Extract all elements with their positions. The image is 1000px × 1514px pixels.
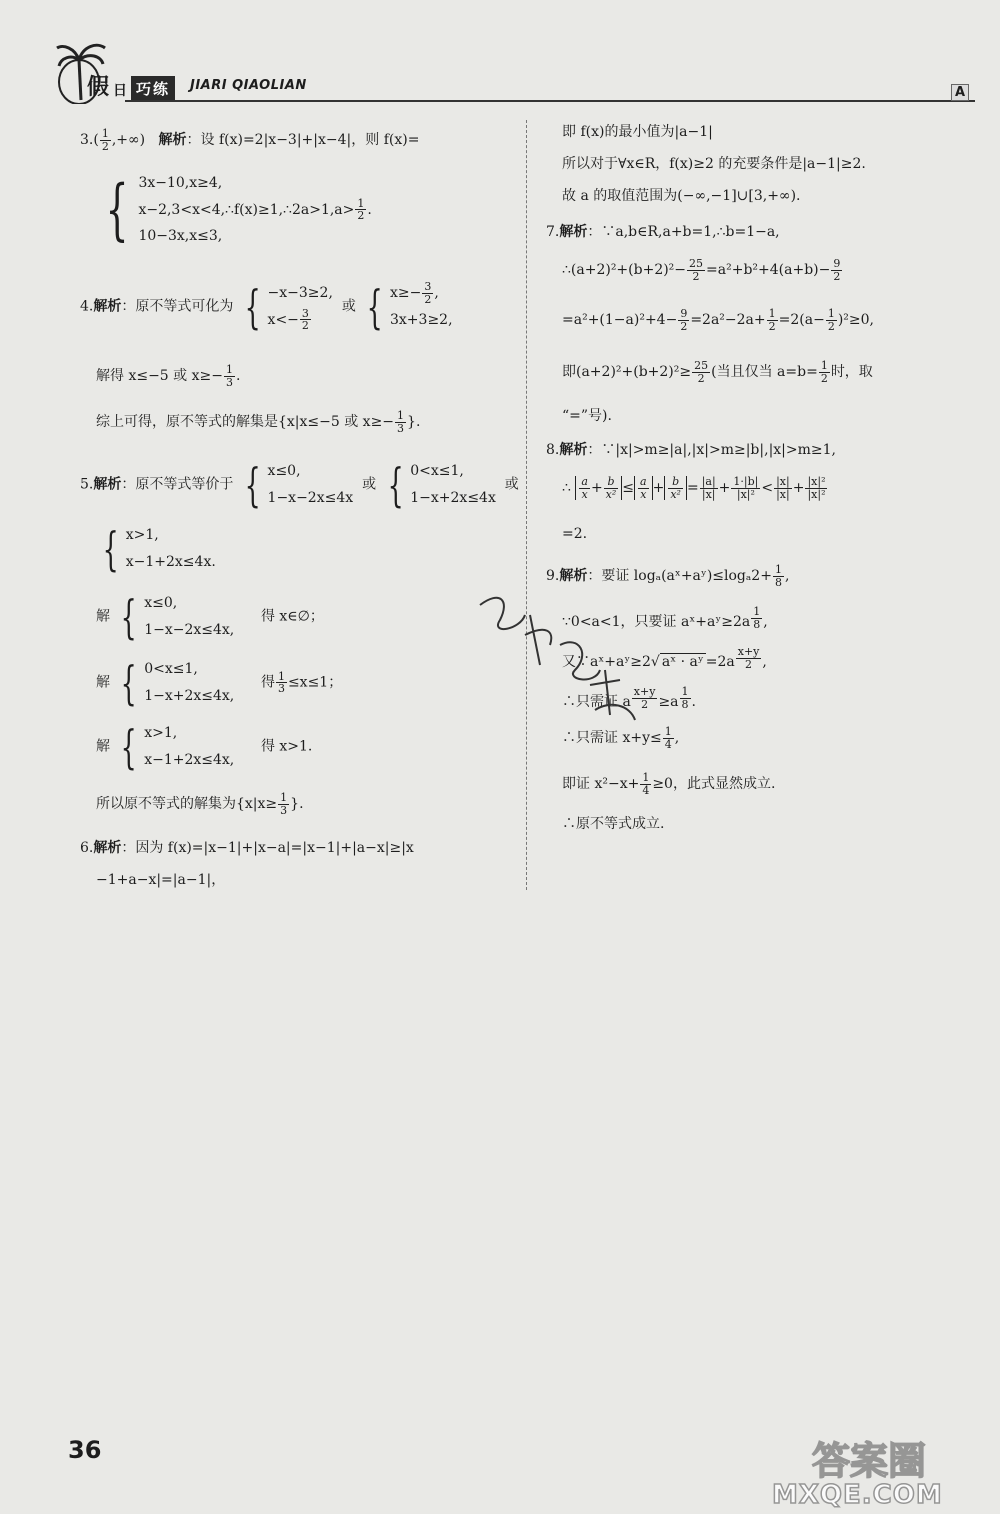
q5-line1: 5.解析：原不等式等价于 { x≤0, 1−x−2x≤4x 或 { 0<x≤1, 1−x+2x≤4x 或 (80, 457, 519, 512)
page-header (55, 28, 975, 108)
q9-line4: ∴只需证 a $^{\frac{x+y}{2}}$ ≥a $^{\frac{1}{8}}$ . (562, 685, 696, 711)
q9-line7: ∴原不等式成立. (562, 816, 665, 832)
q7-line3: =a²+(1−a)²+4− $\frac{9}{2}$ =2a²−2a+ $\frac{1}{2}$ =2(a− $\frac{1}{2}$ )²≥0, (562, 307, 874, 333)
q7-line5: “=”号). (562, 408, 612, 424)
q9-line5: ∴只需证 x+y≤ $\frac{1}{4}$ , (562, 725, 680, 751)
q8-line3: =2. (562, 526, 588, 542)
column-divider (526, 120, 527, 890)
q6-cont-1: 即 f(x)的最小值为|a−1| (562, 124, 713, 140)
q9-line1: 9.解析：要证 logₐ(aˣ+aʸ)≤logₐ2+ $\frac{1}{8}$ , (546, 563, 790, 589)
q9-line2: ∵0<a<1，只要证 aˣ+aʸ≥2a $^{\frac{1}{8}}$ , (562, 605, 768, 631)
q5-final: 所以原不等式的解集为{x|x≥ $\frac{1}{3}$ }. (96, 791, 304, 817)
q5-solve1: 解 { x≤0, 1−x−2x≤4x, 得 x∈∅； (96, 589, 324, 644)
q6-cont-3: 故 a 的取值范围为(−∞,−1]∪[3,+∞). (562, 188, 801, 204)
edition-badge: A (951, 84, 969, 101)
q4-solve: 解得 x≤−5 或 x≥− $\frac{1}{3}$ . (96, 363, 241, 389)
watermark-url: MXQE.COM (772, 1480, 943, 1510)
watermark (772, 1430, 982, 1510)
brand-ri: 日 (113, 83, 127, 99)
q6-line2: −1+a−x|=|a−1|， (96, 872, 226, 888)
q8-line1: 8.解析：∵|x|>m≥|a|,|x|>m≥|b|,|x|>m≥1, (546, 442, 836, 458)
q7-line1: 7.解析：∵a,b∈R,a+b=1,∴b=1−a, (546, 224, 780, 240)
handwriting-scribble (470, 585, 680, 745)
q7-line2: ∴(a+2)²+(b+2)²− $\frac{25}{2}$ =a²+b²+4(a+b)− $\frac{9}{2}$ (562, 257, 841, 283)
q9-line6: 即证 x²−x+ $\frac{1}{4}$ ≥0，此式显然成立. (562, 771, 776, 797)
q5-third-system: { x>1, x−1+2x≤4x. (102, 521, 216, 576)
q9-line3: 又∵aˣ+aʸ≥2√ aˣ · aʸ =2a $^{\frac{x+y}{2}}$ , (562, 645, 767, 671)
page-number: 36 (68, 1436, 102, 1464)
q3-cases: { 3x−10,x≥4, x−2,3<x<4,∴f(x)≥1,∴2a>1,a> $\frac{1}{2}$ . 10−3x,x≤3, (105, 170, 372, 248)
brand-jia: 假 (87, 74, 110, 100)
q8-line2: ∴ $\frac{a}{x}$ + $\frac{b}{\text{x²}}$ ≤ $\frac{a}{x}$ + $\frac{b}{\text{x²}}$ = $\frac{|a|}{|x|}$ + $\frac{1\cdot|b|}{\text{|x|²}}$ < $\frac{|x|}{|x|}$ + $\frac{\text{|x|²}}{\text{|x|²}}$ (562, 475, 826, 501)
watermark-cn: 答案圈 (812, 1439, 927, 1483)
brand-pinyin: JIARI QIAOLIAN (190, 78, 307, 93)
brand-box: 巧练 (131, 76, 175, 101)
q5-solve2: 解 { 0<x≤1, 1−x+2x≤4x, 得 $\frac{1}{3}$ ≤x≤1； (96, 655, 343, 710)
q6-cont-2: 所以对于∀x∈R，f(x)≥2 的充要条件是|a−1|≥2. (562, 156, 866, 172)
q5-solve3: 解 { x>1, x−1+2x≤4x, 得 x>1. (96, 719, 313, 774)
q7-line4: 即(a+2)²+(b+2)²≥ $\frac{25}{2}$ (当且仅当 a=b= $\frac{1}{2}$ 时，取 (562, 359, 873, 385)
q3-line1: 3.( $\frac{1}{2}$ ,+∞) 解析：设 f(x)=2|x−3|+|x−4|，则 f(x)= (80, 127, 420, 153)
header-rule (125, 100, 975, 102)
q6-line1: 6.解析：因为 f(x)=|x−1|+|x−a|=|x−1|+|a−x|≥|x (80, 840, 414, 856)
q4-conclusion: 综上可得，原不等式的解集是{x|x≤−5 或 x≥− $\frac{1}{3}$ }. (96, 409, 421, 435)
q4-line1: 4.解析：原不等式可化为 { −x−3≥2, x<− $\frac{3}{2}$ 或 { x≥− $\frac{3}{2}$ , 3x+3≥2, (80, 279, 453, 334)
